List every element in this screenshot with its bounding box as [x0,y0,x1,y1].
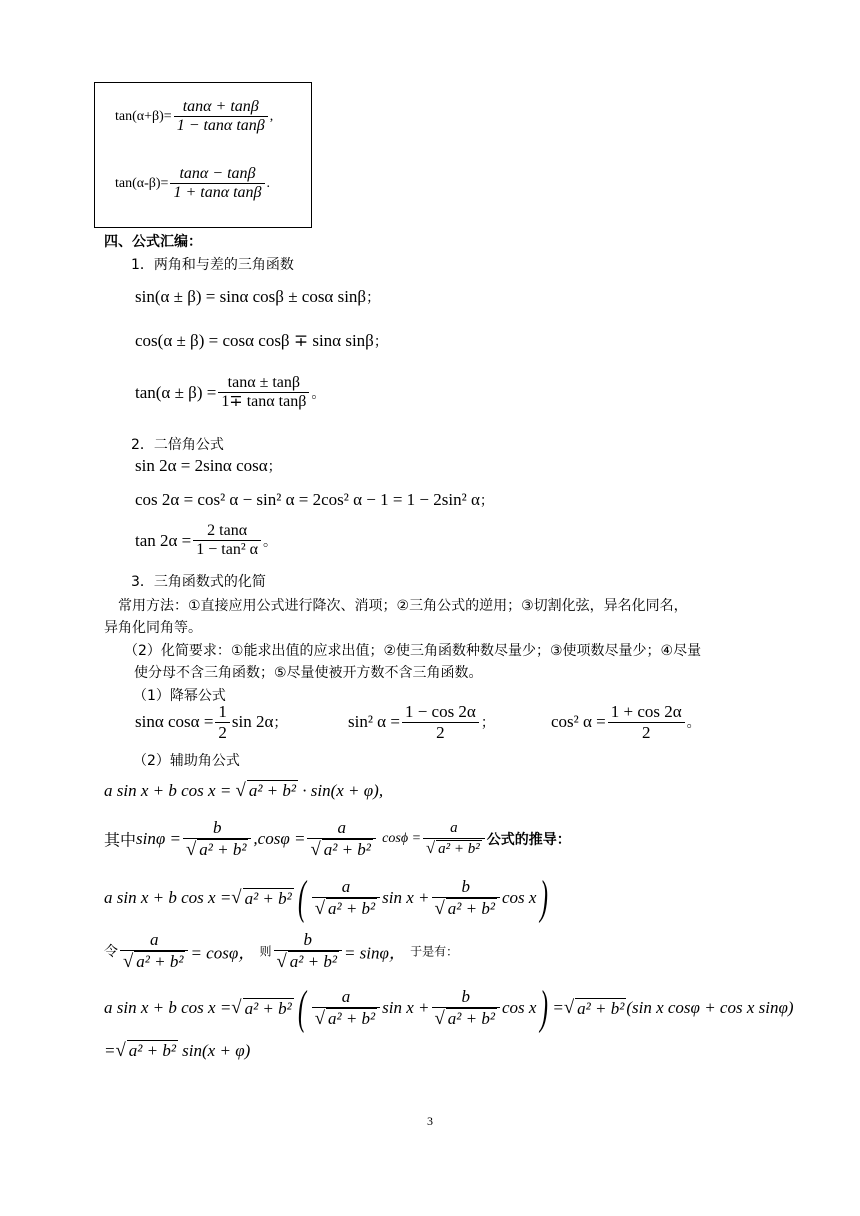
left-paren: ( [297,981,306,1034]
let-frac-b-num: b [303,930,312,949]
final-result-line [104,1040,250,1062]
power-reduction-2-lhs: sin² α = [348,712,400,732]
right-paren: ) [540,871,549,924]
final-rhs: sin(x + φ) [182,1041,251,1060]
deriv-sinx: sin x + [382,888,430,907]
where-cos2-num: a [450,820,458,837]
sqrt-icon: √ [563,997,575,1018]
sin-sum-text: sin(α ± β) = sinα cosβ ± cosα sinβ [135,287,367,306]
sqrt-icon: √ [231,887,242,908]
deriv2-frac-b-num: b [461,986,470,1006]
cos-double-end: ； [479,493,494,509]
power-reduction-1-rhs: sin 2α [231,712,274,732]
deriv2-sinx: sin x + [382,998,430,1017]
page-number: 3 [427,1114,433,1128]
deriv2-radicand: a² + b² [244,998,292,1018]
where-cos2-radicand: a² + b² [438,840,480,857]
deriv2-tail: (sin x cosφ + cos x sinφ) [626,998,794,1017]
tan-sum-formula [115,98,273,136]
tan-double-lhs: tan 2α = [135,530,192,550]
let-frac-b-den [274,950,342,973]
sqrt-icon: √ [115,1040,126,1061]
power-reduction-2-fraction [402,702,479,742]
where-prefix: 其中 [104,830,137,850]
subsection-1-title: 1．两角和与差的三角函数 [131,257,294,273]
cos-sum-end: ； [373,334,388,350]
tan-double-end: 。 [263,533,278,550]
aux-formula-radicand: a² + b² [248,781,296,800]
deriv-lhs: a sin x + b cos x = [104,888,232,907]
sqrt-icon: √ [434,1007,445,1029]
where-cos-fraction [307,818,375,860]
tan-double-fraction [193,522,261,560]
tan-sum-pm-num: tanα ± tanβ [227,374,301,391]
let-frac-a-den [120,950,188,973]
cos-double-text: cos 2α = cos² α − sin² α = 2cos² α − 1 = 1 − 2sin² α [135,490,480,509]
tan-sum-num: tanα + tanβ [182,98,259,115]
sin-double-end: ； [267,459,282,475]
subsection-3-title: 3．三角函数式的化简 [131,574,266,590]
left-paren: ( [297,871,306,924]
tan-sum-pm-end: 。 [311,385,326,402]
power-reduction-1-fraction [215,702,230,742]
cos-double-formula [135,490,494,510]
let-suffix: 于是有： [410,944,459,959]
tan-diff-label: tan(α-β)= [115,175,169,191]
methods-line-1: 常用方法：①直接应用公式进行降次、消项；②三角公式的逆用；③切割化弦，异名化同名， [118,598,688,614]
where-cos-den [307,838,375,861]
deriv2-frac-a [312,987,380,1029]
sqrt-icon: √ [426,837,436,857]
let-frac-a-num: a [149,930,159,949]
right-paren: ) [540,981,549,1034]
section-heading: 四、公式汇编： [104,234,202,250]
tan-diff-formula [115,165,270,203]
where-cos-num: a [337,818,346,837]
deriv2-frac-a-radicand: a² + b² [327,1008,376,1028]
power-reduction-3-den: 2 [608,722,685,743]
where-sin-fraction [183,818,251,860]
let-frac-b-radicand: a² + b² [289,951,337,971]
where-sin: sinφ = [136,829,181,849]
let-frac-a [120,930,188,972]
tan-diff-fraction [170,165,264,203]
derivation-line-1 [104,871,552,924]
subsection-2-title: 2．二倍角公式 [131,437,224,453]
where-cos2-den [423,838,485,858]
deriv2-frac-b-radicand: a² + b² [447,1008,495,1028]
aux-formula-rhs: · sin(x + φ), [302,781,384,800]
power-reduction-1-den: 2 [215,722,230,743]
tan-double-den: 1 − tan² α [193,540,261,559]
deriv-frac-b-num: b [461,876,470,896]
sqrt-icon: √ [314,1007,325,1029]
final-eq: = [104,1041,116,1060]
deriv-frac-a [312,877,380,919]
tan-sum-fraction [174,98,268,136]
tan-diff-num: tanα − tanβ [179,165,256,182]
sqrt-icon: √ [123,950,134,972]
sqrt-icon: √ [185,838,197,860]
sin-double-text: sin 2α = 2sinα cosα [135,456,268,475]
let-eq1: = cosφ， [190,943,256,963]
cos-sum-formula [135,331,388,351]
sin-double-formula [135,456,282,476]
where-sin-num: b [212,818,222,837]
deriv-frac-a-radicand: a² + b² [327,898,376,918]
power-reduction-1-num: 1 [218,702,227,721]
deriv2-eq: = [552,998,564,1017]
reduce-power-title: （1）降幂公式 [133,688,226,704]
deriv2-frac-b [432,987,500,1029]
where-sin-radicand: a² + b² [199,839,247,859]
let-frac-a-radicand: a² + b² [136,951,184,971]
tan-sum-end: , [269,108,274,124]
deriv2-cosx: cos x [501,998,537,1017]
tan-double-formula [135,522,277,560]
power-reduction-3-fraction [608,702,685,742]
tan-sum-pm-fraction [218,374,309,412]
where-cos2-fraction [423,820,485,858]
deriv-frac-a-num: a [341,876,351,896]
sin-sum-end: ； [366,290,381,306]
power-reduction-3 [551,702,701,742]
power-reduction-2-num: 1 − cos 2α [404,702,476,721]
derivation-line-2 [104,981,794,1034]
let-mid: 则 [259,944,272,959]
let-frac-b [274,930,342,972]
power-reduction-1 [135,702,287,742]
sin-sum-formula [135,287,380,307]
tan-sum-den: 1 − tanα tanβ [174,116,268,135]
where-line [104,818,571,860]
deriv-radicand: a² + b² [244,888,292,908]
aux-formula-lhs: a sin x + b cos x = [104,781,232,800]
power-reduction-2-end: ； [480,715,495,732]
requirements-line-1: （2）化简要求：①能求出值的应求出值；②使三角函数种数尽量少；③使项数尽量少；④尽量 [124,643,702,659]
deriv2-lhs: a sin x + b cos x = [104,998,232,1017]
sqrt-icon: √ [276,950,287,972]
sqrt-icon: √ [314,897,325,919]
let-prefix: 令 [104,944,118,961]
tan-diff-end: . [266,175,271,191]
tan-diff-den: 1 + tanα tanβ [170,183,264,202]
power-reduction-1-lhs: sinα cosα = [135,712,214,732]
deriv2-radicand-2: a² + b² [577,998,625,1018]
tan-sum-pm-den: 1∓ tanα tanβ [218,392,309,411]
power-reduction-1-end: ； [273,715,288,732]
where-sin-den [183,838,251,861]
let-eq2: = sinφ， [343,943,406,963]
tan-sum-label: tan(α+β)= [115,108,172,124]
let-line [104,930,458,972]
final-radicand: a² + b² [128,1041,176,1060]
aux-angle-title: （2）辅助角公式 [133,753,240,769]
deriv-frac-b-radicand: a² + b² [447,898,495,918]
where-cos-radicand: a² + b² [323,839,371,859]
deriv2-frac-a-num: a [341,986,351,1006]
methods-line-2: 异角化同角等。 [104,620,202,636]
where-suffix: 公式的推导： [486,832,571,849]
sqrt-icon: √ [231,997,242,1018]
power-reduction-2-den: 2 [402,722,479,743]
tan-sum-pm-formula [135,374,325,412]
sqrt-icon: √ [310,838,321,860]
where-cos: ,cosφ = [253,829,306,849]
sqrt-icon: √ [434,897,445,919]
deriv-frac-b [432,877,500,919]
sqrt-icon: √ [235,780,246,801]
deriv-cosx: cos x [501,888,537,907]
power-reduction-2 [348,702,495,742]
power-reduction-3-lhs: cos² α = [551,712,606,732]
aux-angle-formula [104,780,383,802]
tan-sum-pm-lhs: tan(α ± β) = [135,382,217,402]
deriv-frac-a-den [312,897,380,920]
deriv2-frac-b-den [432,1007,500,1030]
cos-sum-text: cos(α ± β) = cosα cosβ ∓ sinα sinβ [135,331,374,350]
where-cos2: cosϕ = [382,831,422,847]
power-reduction-3-num: 1 + cos 2α [610,702,682,721]
deriv2-frac-a-den [312,1007,380,1030]
requirements-line-2: 使分母不含三角函数；⑤尽量使被开方数不含三角函数。 [134,665,483,681]
tan-double-num: 2 tanα [207,522,248,539]
power-reduction-3-end: 。 [686,715,701,732]
deriv-frac-b-den [432,897,500,920]
